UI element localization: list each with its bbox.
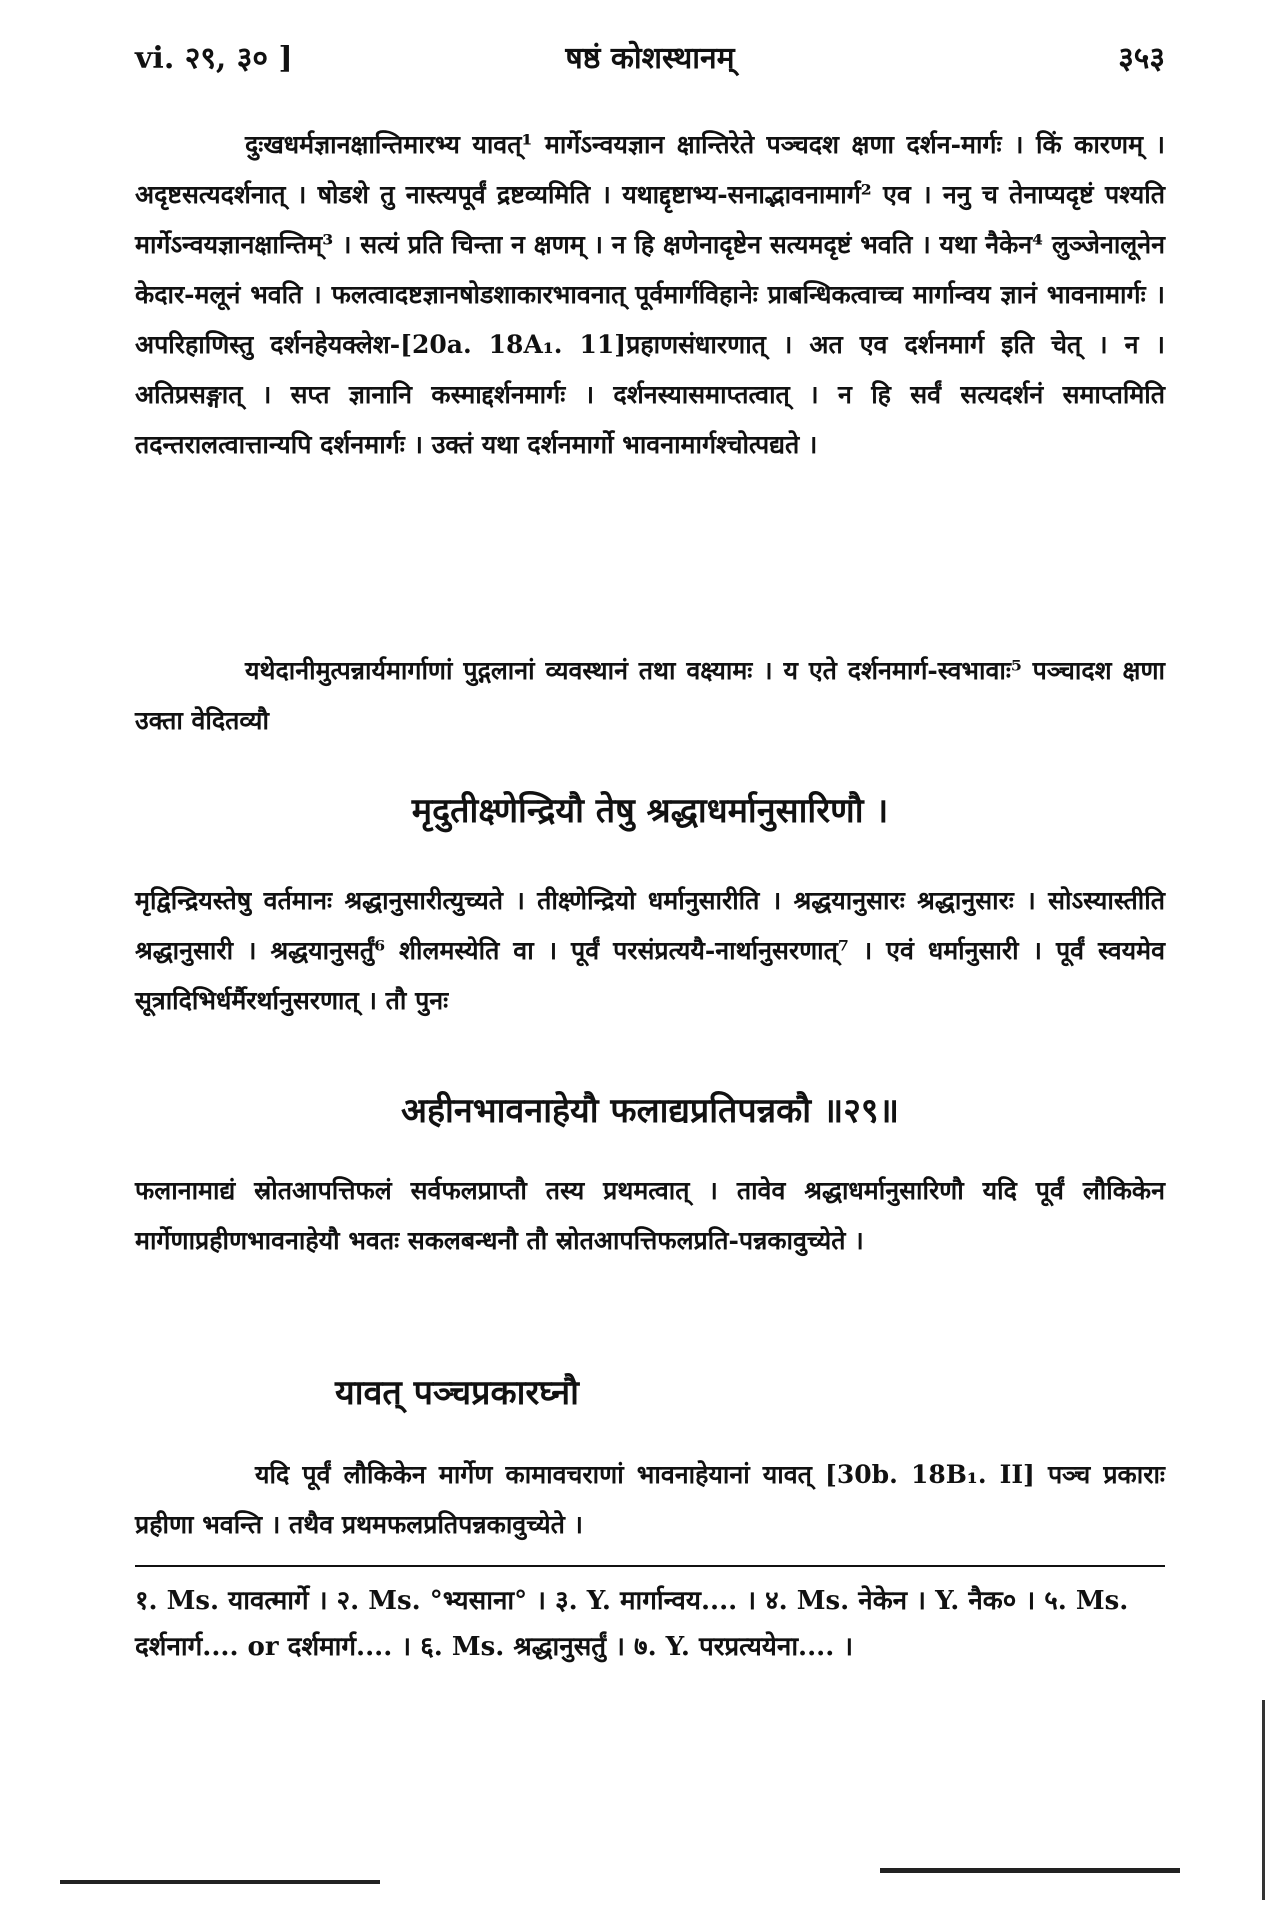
- paragraph-5: यदि पूर्वं लौकिकेन मार्गेण कामावचराणां भावनाहेयानां यावत् [30b. 18B₁. II] पञ्च प्रकाराः प्रहीणा भवन्ति । तथैव प्रथमफलप्रतिपन्नकावुच्येते ।: [135, 1460, 1165, 1539]
- running-header: [135, 36, 1165, 86]
- page-number: ३५३: [1118, 41, 1165, 76]
- scan-edge-mark: [60, 1880, 380, 1884]
- verse-1: मृदुतीक्ष्णेन्द्रियौ तेषु श्रद्धाधर्मानुसारिणौ ।: [411, 791, 889, 831]
- header-section-ref: vi. २९, ३० ]: [135, 41, 293, 76]
- header-title: षष्ठं कोशस्थानम्: [565, 41, 735, 76]
- verse-2: अहीनभावनाहेयौ फलाद्यप्रतिपन्नकौ ॥२९॥: [401, 1091, 899, 1131]
- footnote-rule: [135, 1565, 1165, 1567]
- scan-side-mark: [1262, 1700, 1265, 1900]
- paragraph-4: फलानामाद्यं स्रोतआपत्तिफलं सर्वफलप्राप्तौ तस्य प्रथमत्वात् । तावेव श्रद्धाधर्मानुसारिणौ यदि पूर्वं लौकिकेन मार्गेणाप्रहीणभावनाहेयौ भवतः सकलबन्धनौ तौ स्रोतआपत्तिफलप्रति-पन्नकावुच्येते ।: [135, 1176, 1165, 1255]
- scan-edge-mark: [880, 1868, 1180, 1873]
- verse-3: यावत् पञ्चप्रकारघ्नौ: [335, 1373, 579, 1413]
- paragraph-1: दुःखधर्मज्ञानक्षान्तिमारभ्य यावत्¹ मार्गेऽन्वयज्ञान क्षान्तिरेते पञ्चदश क्षणा दर्शन-मार्गः । किं कारणम् । अदृष्टसत्यदर्शनात् । षोडशे तु नास्त्यपूर्वं द्रष्टव्यमिति । यथाद्दृष्टाभ्य-सनाद्भावनामार्ग² एव । ननु च तेनाप्यदृष्टं पश्यति मार्गेऽन्वयज्ञानक्षान्तिम्³ । सत्यं प्रति चिन्ता न क्षणम् । न हि क्षणेनादृष्टेन सत्यमदृष्टं भवति । यथा नैकेन⁴ लुञ्जेनालूनेन केदार-मलूनं भवति । फलत्वादष्टज्ञानषोडशाकारभावनात् पूर्वमार्गविहानेः प्राबन्धिकत्वाच्च मार्गान्वय ज्ञानं भावनामार्गः । अपरिहाणिस्तु दर्शनहेयक्लेश-[20a. 18A₁. 11]प्रहाणसंधारणात् । अत एव दर्शनमार्ग इति चेत् । न । अतिप्रसङ्गात् । सप्त ज्ञानानि कस्माद्दर्शनमार्गः । दर्शनस्यासमाप्तत्वात् । न हि सर्वं सत्यदर्शनं समाप्तमिति तदन्तरालत्वात्तान्यपि दर्शनमार्गः । उक्तं यथा दर्शनमार्गो भावनामार्गश्चोत्पद्यते ।: [135, 130, 1165, 459]
- paragraph-2: यथेदानीमुत्पन्नार्यमार्गाणां पुद्गलानां व्यवस्थानं तथा वक्ष्यामः । य एते दर्शनमार्ग-स्वभावाः⁵ पञ्चादश क्षणा उक्ता वेदितव्यौ: [135, 656, 1165, 735]
- footnotes: १. Ms. यावत्मार्गे । २. Ms. °भ्यसाना° । ३. Y. मार्गान्वय.... । ४. Ms. नेकेन । Y. नैक० । ५. Ms. दर्शनार्ग.... or दर्शमार्ग.... । ६. Ms. श्रद्धानुसर्तुं । ७. Y. परप्रत्ययेना.... ।: [135, 1586, 1129, 1662]
- paragraph-3: मृद्विन्द्रियस्तेषु वर्तमानः श्रद्धानुसारीत्युच्यते । तीक्ष्णेन्द्रियो धर्मानुसारीति । श्रद्धयानुसारः श्रद्धानुसारः । सोऽस्यास्तीति श्रद्धानुसारी । श्रद्धयानुसर्तुं⁶ शीलमस्येति वा । पूर्वं परसंप्रत्ययै-नार्थानुसरणात्⁷ । एवं धर्मानुसारी । पूर्वं स्वयमेव सूत्रादिभिर्धर्मैरर्थानुसरणात् । तौ पुनः: [135, 886, 1165, 1015]
